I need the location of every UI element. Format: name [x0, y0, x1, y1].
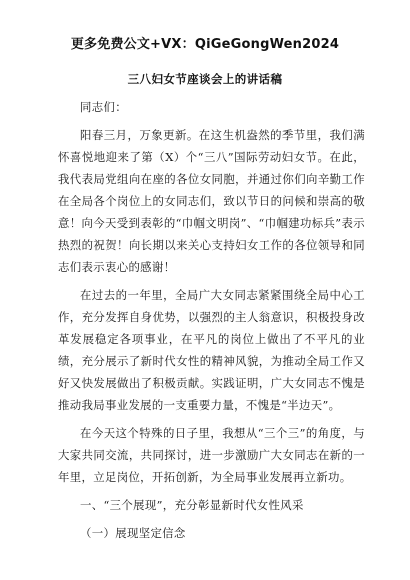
salutation: 同志们：: [80, 100, 127, 114]
paragraph: 在今天这个特殊的日子里，我想从“三个三”的角度，与大家共同交流，共同探讨，进一步激励广大女同志在新的一年里，立足岗位，开拓创新，为全局事业发展再立新功。: [58, 426, 365, 484]
section-heading: 一、“三个展现”，充分彰显新时代女性风采: [80, 498, 304, 512]
paragraph: 阳春三月，万象更新。在这生机盎然的季节里，我们满怀喜悦地迎来了第（X）个“三八”国际劳动妇女节。在此，我代表局党组向在座的各位女同胞，并通过你们向辛勤工作在全局各个岗位上的女同志们，致以节日的问候和崇高的敬意！向今天受到表彰的“巾帼文明岗”、“巾帼建功标兵”表示热烈的祝贺！向长期以来关心支持妇女工作的各位领导和同志们表示衷心的感谢！: [58, 128, 365, 274]
document-body: [58, 96, 365, 550]
subsection-heading: （一）展现坚定信念: [80, 526, 186, 540]
paragraph: 在过去的一年里，全局广大女同志紧紧围绕全局中心工作，充分发挥自身优势，以强烈的主人翁意识，积极投身改革发展稳定各项事业，在平凡的岗位上做出了不平凡的业绩，充分展示了新时代女性的精神风貌，为推动全局工作又好又快发展做出了积极贡献。实践证明，广大女同志不愧是推动我局事业发展的一支重要力量，不愧是“半边天”。: [58, 288, 365, 412]
promo-watermark: 更多免费公文+VX：QiGeGongWen2024: [70, 37, 340, 52]
document-title: 三八妇女节座谈会上的讲话稿: [127, 72, 283, 86]
